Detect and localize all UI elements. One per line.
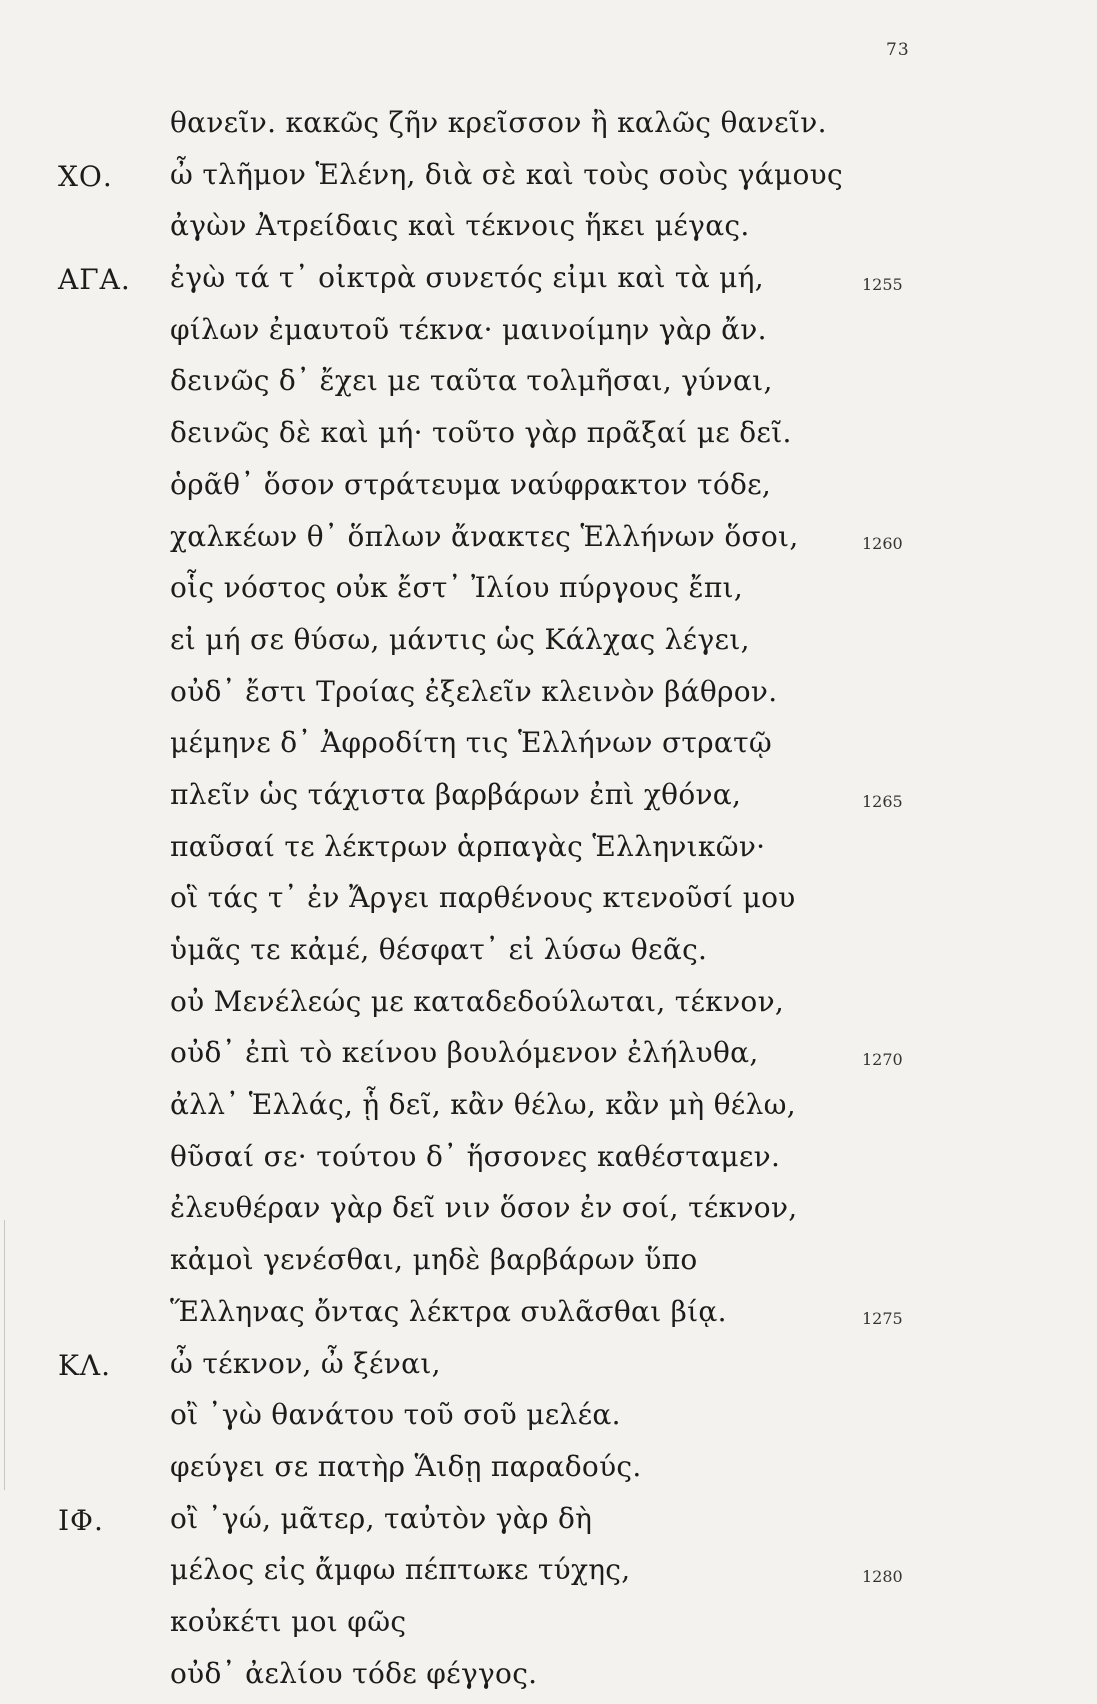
verse-text-block [0, 102, 1097, 1704]
verse-line [0, 1187, 1097, 1239]
verse-line [0, 826, 1097, 878]
verse-line [0, 1653, 1097, 1704]
verse-line [0, 1343, 1097, 1395]
line-number: 1270 [862, 1050, 903, 1070]
verse-text: οἲ ᾽γώ, μᾶτερ, ταὐτὸν γὰρ δὴ [170, 1501, 593, 1535]
line-number: 1265 [862, 791, 903, 811]
verse-text: κἀμοὶ γενέσθαι, μηδὲ βαρβάρων ὕπο [170, 1243, 698, 1277]
line-number: 1275 [862, 1308, 903, 1328]
verse-line [0, 1032, 1097, 1084]
verse-line [0, 1549, 1097, 1601]
verse-text: ἐγὼ τά τ᾽ οἰκτρὰ συνετός εἰμι καὶ τὰ μή, [170, 261, 764, 295]
verse-line [0, 1239, 1097, 1291]
verse-text: θῦσαί σε· τούτου δ᾽ ἥσσονες καθέσταμεν. [170, 1139, 781, 1173]
verse-text: δεινῶς δὲ καὶ μή· τοῦτο γὰρ πρᾶξαί με δεῖ. [170, 416, 792, 450]
verse-text: οἲ ᾽γὼ θανάτου τοῦ σοῦ μελέα. [170, 1398, 621, 1432]
verse-line [0, 774, 1097, 826]
verse-text: οὐ Μενέλεώς με καταδεδούλωται, τέκνον, [170, 984, 785, 1018]
verse-text: κοὐκέτι μοι φῶς [170, 1604, 407, 1638]
line-number: 1260 [862, 533, 903, 553]
verse-text: ἀγὼν Ἀτρείδαις καὶ τέκνοις ἥκει μέγας. [170, 209, 750, 243]
verse-text: ὦ τέκνον, ὦ ξέναι, [170, 1346, 441, 1380]
verse-text: παῦσαί τε λέκτρων ἁρπαγὰς Ἑλληνικῶν· [170, 829, 766, 863]
margin-rule [4, 1220, 5, 1490]
verse-line [0, 464, 1097, 516]
verse-line [0, 309, 1097, 361]
verse-text: οὐδ᾽ ἐπὶ τὸ κείνου βουλόμενον ἐλήλυθα, [170, 1036, 759, 1070]
verse-line [0, 102, 1097, 154]
verse-text: ὦ τλῆμον Ἑλένη, διὰ σὲ καὶ τοὺς σοὺς γάμους [170, 157, 843, 191]
verse-text: χαλκέων θ᾽ ὅπλων ἄνακτες Ἑλλήνων ὅσοι, [170, 519, 799, 553]
verse-text: δεινῶς δ᾽ ἔχει με ταῦτα τολμῆσαι, γύναι, [170, 364, 773, 398]
line-number: 1280 [862, 1567, 903, 1587]
verse-text: οὐδ᾽ ἔστι Τροίας ἐξελεῖν κλεινὸν βάθρον. [170, 674, 778, 708]
speaker-label: ΙΦ. [58, 1503, 104, 1537]
verse-text: μέμηνε δ᾽ Ἀφροδίτη τις Ἑλλήνων στρατῷ [170, 726, 773, 760]
verse-text: Ἕλληνας ὄντας λέκτρα συλᾶσθαι βίᾳ. [170, 1294, 727, 1328]
verse-text: πλεῖν ὡς τάχιστα βαρβάρων ἐπὶ χθόνα, [170, 777, 742, 811]
verse-line [0, 1498, 1097, 1550]
verse-line [0, 1601, 1097, 1653]
verse-text: φεύγει σε πατὴρ Ἅιδῃ παραδούς. [170, 1449, 642, 1483]
verse-text: φίλων ἐμαυτοῦ τέκνα· μαινοίμην γὰρ ἄν. [170, 312, 767, 346]
verse-text: ἐλευθέραν γὰρ δεῖ νιν ὅσον ἐν σοί, τέκνον, [170, 1191, 798, 1225]
verse-line [0, 619, 1097, 671]
speaker-label: ΑΓΑ. [58, 263, 131, 297]
speaker-label: ΚΛ. [58, 1348, 112, 1382]
verse-line [0, 1136, 1097, 1188]
verse-text: ὁρᾶθ᾽ ὅσον στράτευμα ναύφρακτον τόδε, [170, 467, 772, 501]
verse-line [0, 412, 1097, 464]
verse-line [0, 257, 1097, 309]
verse-line [0, 360, 1097, 412]
verse-line [0, 722, 1097, 774]
verse-text: εἰ μή σε θύσω, μάντις ὡς Κάλχας λέγει, [170, 622, 750, 656]
verse-line [0, 1394, 1097, 1446]
verse-text: οἷς νόστος οὐκ ἔστ᾽ Ἰλίου πύργους ἔπι, [170, 571, 744, 605]
page-number: 73 [886, 40, 910, 60]
verse-line [0, 205, 1097, 257]
verse-line [0, 1291, 1097, 1343]
speaker-label: ΧΟ. [58, 159, 113, 193]
verse-line [0, 929, 1097, 981]
verse-line [0, 671, 1097, 723]
line-number: 1255 [862, 275, 903, 295]
verse-line [0, 567, 1097, 619]
verse-text: μέλος εἰς ἄμφω πέπτωκε τύχης, [170, 1553, 631, 1587]
verse-text: θανεῖν. κακῶς ζῆν κρεῖσσον ἢ καλῶς θανεῖν. [170, 106, 827, 139]
verse-text: ὑμᾶς τε κἀμέ, θέσφατ᾽ εἰ λύσω θεᾶς. [170, 933, 708, 966]
verse-line [0, 1084, 1097, 1136]
verse-line [0, 877, 1097, 929]
verse-text: οἳ τάς τ᾽ ἐν Ἄργει παρθένους κτενοῦσί μου [170, 881, 796, 915]
verse-line [0, 981, 1097, 1033]
verse-text: οὐδ᾽ ἀελίου τόδε φέγγος. [170, 1656, 538, 1690]
verse-line [0, 154, 1097, 206]
verse-line [0, 1446, 1097, 1498]
verse-line [0, 516, 1097, 568]
verse-text: ἀλλ᾽ Ἑλλάς, ᾗ δεῖ, κἂν θέλω, κἂν μὴ θέλω, [170, 1088, 796, 1122]
